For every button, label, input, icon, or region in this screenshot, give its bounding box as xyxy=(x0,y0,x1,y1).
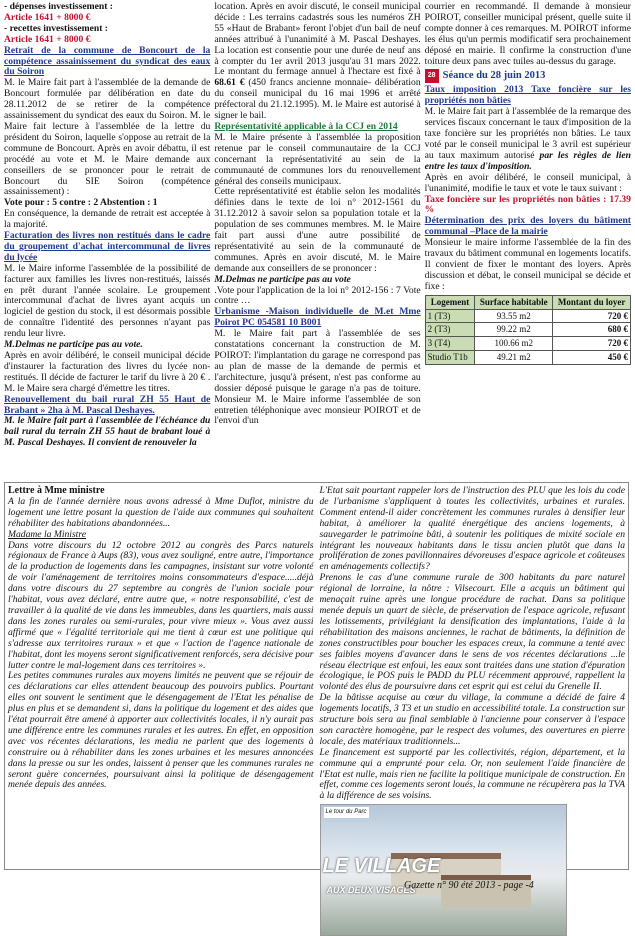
table-row xyxy=(425,323,630,337)
dep-label: - dépenses investissement : xyxy=(4,1,113,12)
cell-surface: 100.66 m2 xyxy=(475,337,553,351)
table-row xyxy=(425,309,630,323)
facturation-note: M.Delmas ne participe pas au vote. xyxy=(4,339,143,351)
representativite-note: M.Delmas ne participe pas au vote xyxy=(214,273,351,285)
rec-value: Article 1641 + 8000 € xyxy=(4,33,91,45)
column-3 xyxy=(425,2,631,480)
table-header-logement: Logement xyxy=(425,295,475,309)
taxe-text: M. le Maire fait part à l'assemblée de la remarque des services fiscaux concernant le taux d'imposition de la taxe foncière sur les propriétés non bâties. Le taux voté par le conseil municipal le 3 avril est supérieur au taux maximum autorisé par les règles de lien entre les taux d'imposition. xyxy=(424,106,631,172)
taxe-result: Taxe foncière sur les propriétés non bâties : 17.39 % xyxy=(424,193,631,216)
photo-subtitle: AUX DEUX VISAGES xyxy=(326,885,416,896)
urbanisme-text: M. le Maire fait part à l'assemblée de ses constatations concernant la construction de M. POIROT: l'implantation du garage ne correspond pas au plan de masse de la demande de permis et l'architecture, jusqu'à présent, n'est pas conforme au dossier déposé puisque le garage n'a pas de toiture. Monsieur M. le Maire informe l'assemblée de son entretien téléphonique avec monsieur POIROT et de l'envoi d'un xyxy=(214,328,421,427)
loyers-heading: Détermination des prix des loyers du bâtiment communal –Place de la mairie xyxy=(424,215,631,238)
cell-loyer: 450 € xyxy=(553,351,631,365)
cell-logement: 2 (T3) xyxy=(425,323,475,337)
page-footer: Gazette n° 90 été 2013 - page -4 xyxy=(404,880,534,891)
retrait-result: En conséquence, la demande de retrait est acceptée à la majorité. xyxy=(4,208,211,231)
table-header-loyer: Montant du loyer xyxy=(553,295,631,309)
village-photo xyxy=(320,804,567,936)
loyers-table xyxy=(425,295,631,366)
cell-surface: 99.22 m2 xyxy=(475,323,553,337)
rec-label: - recettes investissement : xyxy=(4,22,108,34)
letter-intro: A la fin de l'année dernière nous avons adressé à Mme Duflot, ministre du logement une lettre posant la question de l'aide aux communes qui souhaitent réhabiliter des habitations abandonnées... xyxy=(8,495,314,529)
photo-title: LE VILLAGE xyxy=(322,855,441,878)
dep-value: Article 1641 + 8000 € xyxy=(4,11,91,23)
taxe-emphasis: par les règles de lien entre les taux d'imposition. xyxy=(424,149,631,172)
cell-logement: Studio T1b xyxy=(425,351,475,365)
bail-text: M. le Maire fait part à l'assemblée de l'échéance du bail rural du terrain ZH 55 haut de brabant loué à M. Pascal Deshayes. Il convient de renouveler la xyxy=(4,415,211,449)
cell-loyer: 720 € xyxy=(553,309,631,323)
letter-salutation: Madame la Ministre xyxy=(8,528,86,540)
letter-paragraph: Les petites communes rurales aux moyens limités ne peuvent que se réjouir de ces déclarations car elles attendent beaucoup des pouvoirs publics. Pourtant elles ont souvent le sentiment que le désengagement de l'Etat les pénalise de plus en plus et se demandent si, dans la politique du logement et des aides que l'état pourrait être amené à apporter aux collectivités locales, il n'y aurait pas une différence entre les communes rurales et les autres. En effet, en opposition avec vos récentes déclarations, les media ne parlent que des logements à construire ou à réhabiliter dans les zones urbaines et les mesures annoncées dans la presse ou sur les ondes, laissent à penser que les communes rurales ne seront guère concernées, poursuivant ainsi la politique de désengagement menée depuis des années. xyxy=(8,670,314,791)
letter-column-1 xyxy=(8,486,314,866)
letter-paragraph: Prenons le cas d'une commune rurale de 300 habitants du parc naturel régional de lorraine, la nôtre : Vilsecourt. Elle a acquis un bâtiment qui menaçait ruine après une longue procédure de rachat. Dans sa politique menée depuis un quart de siècle, de préservation de l'espace agricole, refusant les lotissements, privilégiant la densification des implantations, l'aide à la réhabilitation des maisons anciennes, le rachat de bâtiments, la définition de zones constructibles pour boucher les espaces creux, la commune a tenté avec ses faibles moyens d'avancer dans le sens de vos récentes déclarations ...le réseau électrique est enfoui, les eaux sont traitées dans une station d'épuration écologique, le POS puis le PADD du PLU récemment approuvé, rappellent la volonté des élus de poursuivre dans cet esprit qui est celui du Grenelle II. xyxy=(319,572,625,693)
cell-loyer: 680 € xyxy=(553,323,631,337)
fermage-value: 68.61 € xyxy=(214,77,245,89)
facturation-heading: Facturation des livres non restitués dans le cadre du groupement d'achat intercommunal de livres du lycée xyxy=(4,230,211,263)
seance-title: Séance du 28 juin 2013 xyxy=(442,69,546,81)
letter-paragraph: L'Etat sait pourtant rappeler lors de l'instruction des PLU que les lois du code de l'urbanisme s'appliquent à toutes les collectivités, urbaines et rurales. Comment entend-il aider concrètement les communes rurales à densifier leur habitat, à améliorer la qualité énergétique des anciens logements, à sauvegarder le patrimoine bâti, à soutenir les politiques de mixité sociale en intégrant les nouveaux habitants dans le tissu ancien plutôt que dans la prolifération de zones pavillonnaires dévoreuses d'espace agricole et coûteuses en aménagements collectifs? xyxy=(319,485,625,573)
cell-loyer: 720 € xyxy=(553,337,631,351)
letter-paragraph: De la bâtisse acquise au cœur du village, la commune a décidé de faire 4 logements locatifs, 3 T3 et un studio en accessibilité totale. La construction sur structure bois sera au final semblable à l'ancienne pour conserver à l'espace son caractère homogène, par le respect des volumes, des ouvertures en pierre locale, des matériaux traditionnels... xyxy=(319,692,625,747)
column-1 xyxy=(4,2,210,480)
retrait-heading: Retrait de la commune de Boncourt de la compétence assainissement du syndicat des eaux du Soiron xyxy=(4,44,211,78)
urbanisme-continued: courrier en recommandé. Il demande à monsieur POIROT, conseiller municipal présent, quelle suite il compte donner à ces remarques. M. POIROT informe les élus qu'un permis modificatif sera prochainement déposé en mairie. Il confirme la construction d'une toiture deux pans avec tuiles au-dessus du garage. xyxy=(424,1,631,67)
table-header-surface: Surface habitable xyxy=(475,295,553,309)
photo-tag: Le tour du Parc xyxy=(324,807,369,818)
facturation-text: M. le Maire informe l'assemblée de la possibilité de facturer aux familles les livres non-restitués, laissés en prêt durant l'année scolaire. Le groupement intercommunal d'achat de livres ayant acquis un logiciel de gestion du stock, il est désormais possible de connaître l'identité des personnes n'ayant pas rendu leur livre. xyxy=(4,262,211,340)
cell-logement: 3 (T4) xyxy=(425,337,475,351)
column-2 xyxy=(214,2,420,480)
table-row xyxy=(425,351,630,365)
retrait-vote: Vote pour : 5 contre : 2 Abstention : 1 xyxy=(4,197,158,209)
cell-surface: 93.55 m2 xyxy=(475,309,553,323)
urbanisme-heading: Urbanisme -Maison individuelle de M.et Mme Poirot PC 054581 10 B001 xyxy=(214,306,421,329)
taxe-decision: Après en avoir délibéré, le conseil municipal, à l'unanimité, modifie le taux et vote le taux suivant : xyxy=(424,171,631,194)
letter-paragraph: Dans votre discours du 12 octobre 2012 au congrès des Parcs naturels régionaux de France à Aups (83), vous avez souligné, entre autre, l'importance de la production de logements dans les campagnes, insistant sur votre volonté de voir l'aménagement de territoires moins consommateurs d'espace.....déjà dans votre discours du 27 septembre au congrès de l'union sociale pour l'habitat, vous avez déclaré, entre autre que, « notre responsabilité, c'est de travailler à la qualité de vie dans les immeubles, dans les quartiers, mais aussi dans les zones rurales ou semi-rurales, pour vivre mieux ». Vous avez aussi affirmé que « l'égalité territoriale qui me tient à cœur est une politique qui s'adresse aux territoires ruraux » et que « l'action de l'agence nationale de l'habitat, dont les moyens seront significativement renforcés, sera décisive pour lutter contre le mal-logement dans ces territoires ». xyxy=(8,539,314,671)
representativite-heading: Représentativité applicable à la CCJ en 2014 xyxy=(214,120,398,132)
letter-title: Lettre à Mme ministre xyxy=(8,485,105,496)
retrait-text: M. le Maire fait part à l'assemblée de la demande de Boncourt formulée par délibération en date du 28.11.2012 de se retirer de la compétence assainissement du syndicat des eaux du Soiron. M. le Maire fait lecture à l'assemblée de la lettre du président du Soiron, laquelle s'oppose au retrait de la commune de Boncourt. Après en avoir débattu, il est procédé au vote et M. le Maire demande aux conseillers de se prononcer pour le retrait de Boncourt du SIE Soiron (compétence assainissement) : xyxy=(4,77,211,198)
cell-surface: 49.21 m2 xyxy=(475,351,553,365)
letter-paragraph: Le financement est supporté par les collectivités, région, département, et la commune qui a emprunté pour cela. Or, non seulement l'aide financière de l'Etat est nulle, mais rien ne facilite la politique municipale de construction. En effet, comme ces logements seront loués, la commune ne récupèrera pas la TVA à la différence de ses voisins. xyxy=(319,746,625,802)
calendar-icon: 28 xyxy=(425,69,439,83)
representativite-text: M. le Maire présente à l'assemblée la proposition retenue par le conseil communautaire de la CCJ concernant la représentativité au sein de la communauté de communes lors du renouvellement général des conseils municipaux. xyxy=(214,131,421,187)
facturation-decision: Après en avoir délibéré, le conseil municipal décide d'instaurer la facturation des livres du lycée non-restitués. Il décide de facturer le tarif du livre à 20 € . M. le Maire sera chargé d'émettre les titres. xyxy=(4,350,211,394)
bail-continued: location. Après en avoir discuté, le conseil municipal décide : Les terrains cadastrés sous les numéros ZH 55 «Haut de Brabant» feront l'objet d'un bail de neuf années attribué à l'unanimité à M. Pascal Deshayes. La location est consentie pour une durée de neuf ans à compter du 1er avril 2013 jusqu'au 31 mars 2022. Le montant du fermage annuel à l'hectare est fixé à 68.61 € (450 francs ancienne monnaie- délibération du conseil municipal du 16 mai 1996 et arrêté préfectoral du 21.12.1995). M. le Maire est autorisé à signer le bail. xyxy=(214,1,421,122)
representativite-text-2: Cette représentativité est établie selon les modalités définies dans le texte de loi n° 2012-1561 du 31.12.2012 à savoir selon sa population totale et la population de ses communes membres. M. le Maire fait part aussi d'une autre possibilité de représentativité au sein de la communauté de communes. Après en avoir discuté, M. le Maire demande aux conseillers de se prononcer : xyxy=(214,186,421,274)
loyers-text: Monsieur le maire informe l'assemblée de la fin des travaux du bâtiment communal en logements locatifs. Il convient de fixer le montant des loyers. Après discussion et débat, le conseil municipal se décide et fixe : xyxy=(424,237,631,292)
seance-header xyxy=(425,69,631,83)
taxe-heading: Taux imposition 2013 Taxe foncière sur les propriétés non bâties xyxy=(424,84,631,107)
table-row xyxy=(425,337,630,351)
representativite-vote: .Vote pour l'application de la loi n° 2012-156 : 7 Vote contre … xyxy=(214,284,421,307)
cell-logement: 1 (T3) xyxy=(425,309,475,323)
bail-heading: Renouvellement du bail rural ZH 55 Haut de Brabant » 2ha à M. Pascal Deshayes. xyxy=(4,393,211,416)
